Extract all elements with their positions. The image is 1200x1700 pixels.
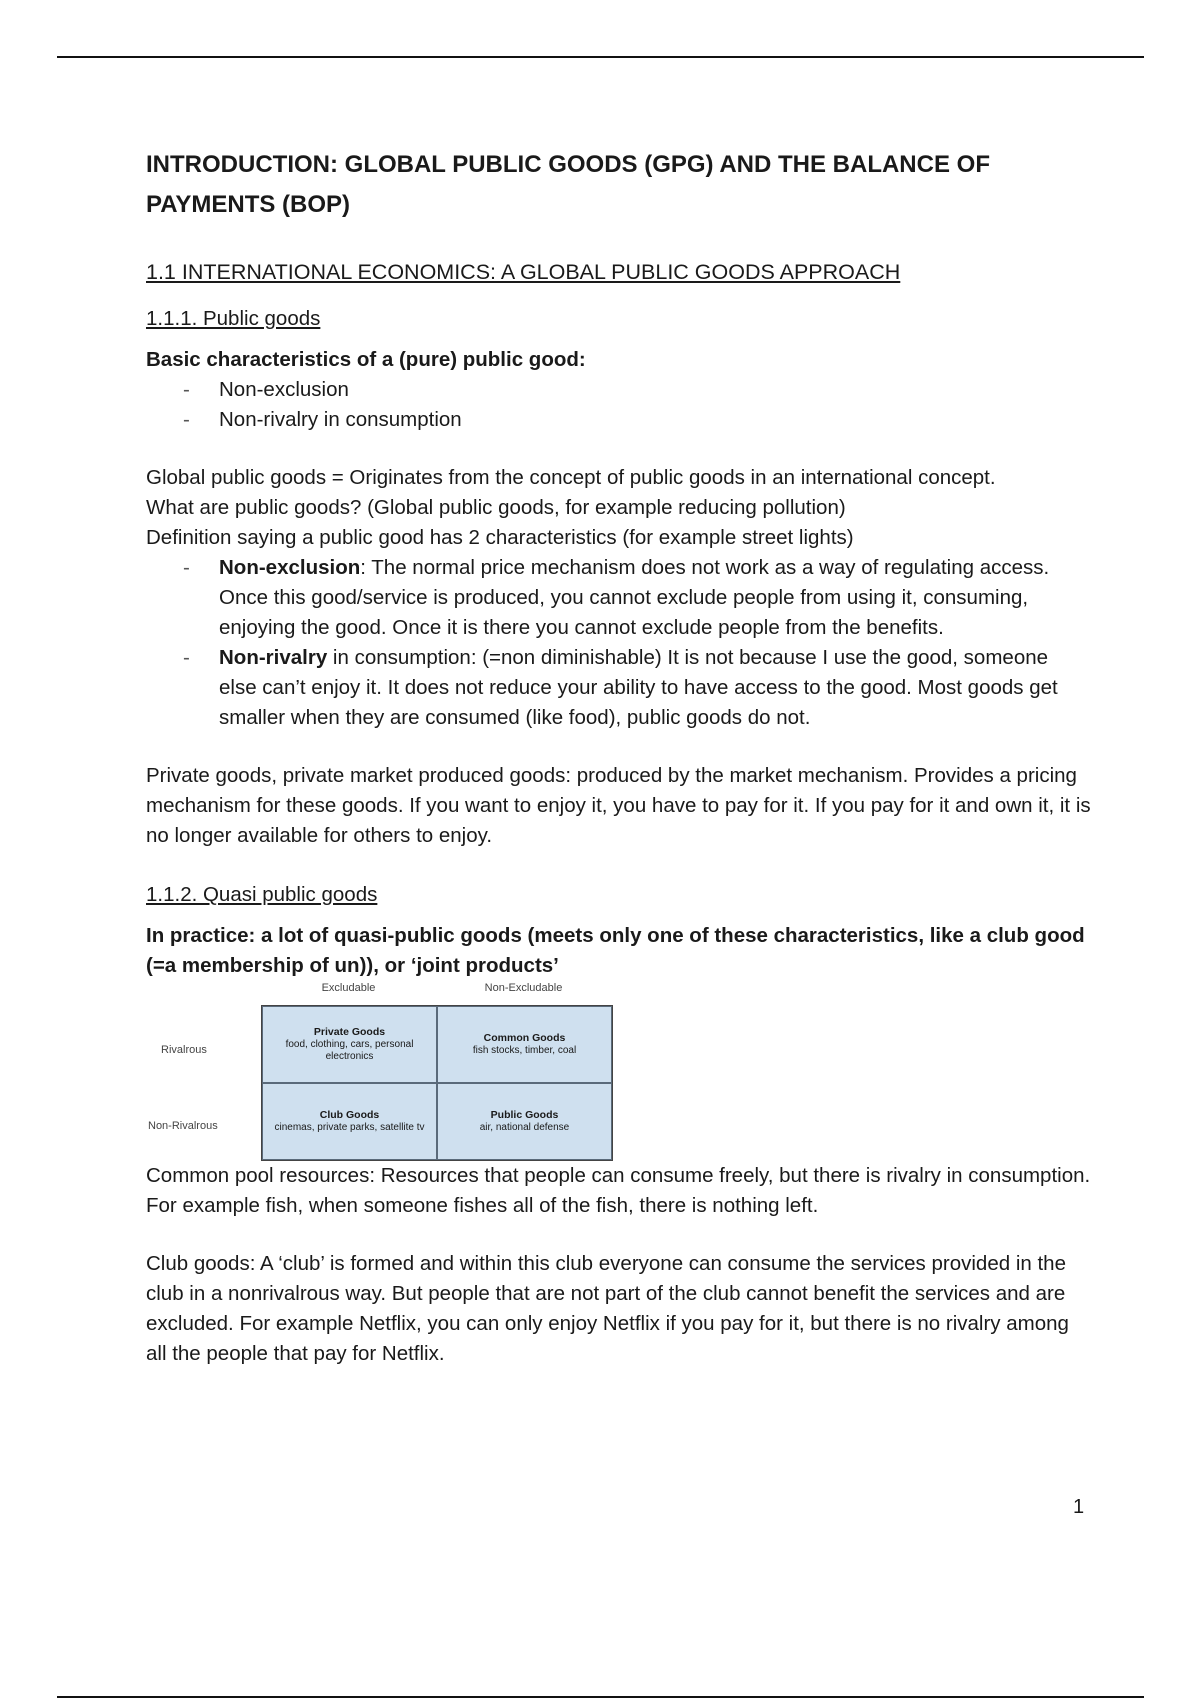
matrix-col-label: Non-Excludable bbox=[484, 982, 563, 994]
dash-bullet-icon: - bbox=[183, 378, 190, 401]
basic-characteristics-title: Basic characteristics of a (pure) public good: bbox=[146, 348, 586, 371]
common-pool-paragraph: Common pool resources: Resources that people can consume freely, but there is rivalry in consumption. For example fish, when someone fishes all of the fish, there is nothing left. bbox=[146, 1164, 1091, 1217]
list-item: - Non-rivalry in consumption: (=non diminishable) It is not because I use the good, someone else can’t enjoy it. It does not reduce your ability to have access to the good. Most goods get smaller when they are consumed (like food), public goods do not. bbox=[146, 643, 1091, 733]
club-goods-paragraph: Club goods: A ‘club’ is formed and within this club everyone can consume the services provided in the club in a nonrivalrous way. But people that are not part of the club cannot benefit the services and are excluded. For example Netflix, you can only enjoy Netflix if you pay for it, but there is no rivalry among all the people that pay for Netflix. bbox=[146, 1252, 1069, 1365]
page-number: 1 bbox=[1073, 1496, 1085, 1518]
subsection-heading-quasi-public-goods: 1.1.2. Quasi public goods bbox=[146, 883, 378, 906]
matrix-cell-common-goods: Common Goods fish stocks, timber, coal bbox=[437, 1006, 612, 1083]
list-item: - Non-exclusion bbox=[146, 375, 1091, 405]
dash-bullet-icon: - bbox=[183, 646, 190, 669]
document-title: INTRODUCTION: GLOBAL PUBLIC GOODS (GPG) AND THE BALANCE OF PAYMENTS (BOP) bbox=[146, 151, 990, 218]
top-rule bbox=[57, 56, 1144, 58]
bottom-rule bbox=[57, 1696, 1144, 1698]
subsection-heading-public-goods: 1.1.1. Public goods bbox=[146, 307, 321, 330]
matrix-cell-club-goods: Club Goods cinemas, private parks, satellite tv bbox=[262, 1083, 437, 1160]
paragraph-line: Global public goods = Originates from the concept of public goods in an international concept. bbox=[146, 466, 996, 489]
list-item: - Non-exclusion: The normal price mechanism does not work as a way of regulating access. Once this good/service is produced, you cannot exclude people from using it, consuming, enjoying the good. Once it is there you cannot exclude people from the benefits. bbox=[146, 553, 1091, 643]
matrix-cell-private-goods: Private Goods food, clothing, cars, personal electronics bbox=[262, 1006, 437, 1083]
dash-bullet-icon: - bbox=[183, 408, 190, 431]
matrix-cell-public-goods: Public Goods air, national defense bbox=[437, 1083, 612, 1160]
practice-paragraph: In practice: a lot of quasi-public goods (meets only one of these characteristics, like a club good (=a membership of un)), or ‘joint products’ bbox=[146, 924, 1085, 977]
goods-matrix bbox=[146, 981, 1091, 1161]
matrix-row-label: Rivalrous bbox=[161, 1044, 207, 1056]
section-heading: 1.1 INTERNATIONAL ECONOMICS: A GLOBAL PUBLIC GOODS APPROACH bbox=[146, 260, 901, 284]
matrix-row-label: Non-Rivalrous bbox=[148, 1120, 218, 1132]
basic-characteristics-list bbox=[146, 375, 1091, 435]
matrix-grid bbox=[261, 1005, 613, 1161]
paragraph-line: What are public goods? (Global public goods, for example reducing pollution) bbox=[146, 496, 846, 519]
list-item: - Non-rivalry in consumption bbox=[146, 405, 1091, 435]
private-goods-paragraph: Private goods, private market produced goods: produced by the market mechanism. Provides a pricing mechanism for these goods. If you want to enjoy it, you have to pay for it. If you pay for it and own it, it is no longer available for others to enjoy. bbox=[146, 764, 1091, 847]
definition-list bbox=[146, 553, 1091, 733]
paragraph-line: Definition saying a public good has 2 characteristics (for example street lights) bbox=[146, 526, 854, 549]
matrix-col-label: Excludable bbox=[321, 982, 376, 994]
dash-bullet-icon: - bbox=[183, 556, 190, 579]
page-content bbox=[146, 145, 1091, 1369]
